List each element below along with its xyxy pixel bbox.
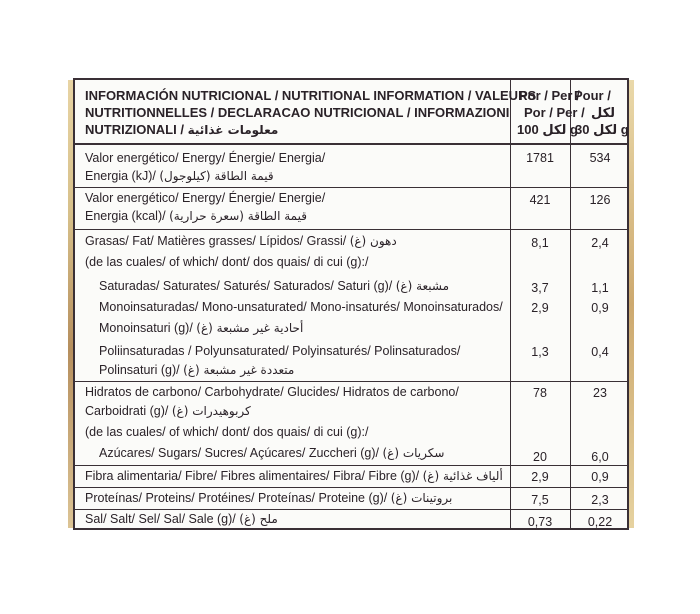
energy-kj-line2: Energia (kJ)/ قيمة الطاقة (كيلوجول)	[85, 169, 274, 183]
mono-line2: Monoinsaturi (g)/ (غ) أحادية غير مشبعة	[99, 321, 304, 335]
divider-kcal	[75, 229, 627, 230]
header-col2-line2: لكل	[591, 105, 616, 120]
fat-per100: 8,1	[531, 236, 549, 250]
poly-line2: Polinsaturi (g)/ (غ) متعددة غير مشبعة	[99, 363, 295, 377]
salt-per100: 0,73	[527, 515, 553, 529]
divider-fibre	[75, 487, 627, 488]
carbs-line2: Carboidrati (g)/ (غ) كربوهيدرات	[85, 404, 251, 418]
header-col1-line1: Por / Per /	[519, 88, 580, 103]
mono-line1: Monoinsaturadas/ Mono-unsaturated/ Mono-insaturés/ Monoinsaturados/	[99, 300, 503, 314]
header-title-line1: INFORMACIÓN NUTRICIONAL / NUTRITIONAL INFORMATION / VALEURS	[85, 88, 537, 103]
sugars-per30: 6,0	[591, 450, 609, 464]
header-divider	[75, 143, 627, 145]
protein-per100: 7,5	[531, 493, 549, 507]
mono-per100: 2,9	[531, 301, 549, 315]
mono-per30: 0,9	[591, 301, 609, 315]
saturated-line: Saturadas/ Saturates/ Saturés/ Saturados/ Saturi (g)/ (غ) مشبعة	[99, 279, 450, 293]
header-col1-unit: لكل 100 g	[517, 122, 578, 137]
energy-kcal-line2: Energia (kcal)/ قيمة الطاقة (سعرة حرارية)	[85, 209, 307, 223]
divider-protein	[75, 509, 627, 510]
package-edge-left	[68, 80, 73, 528]
carbs-per100: 78	[533, 386, 547, 400]
saturated-per30: 1,1	[591, 281, 609, 295]
header-col1-line2: Por / Per /	[524, 105, 585, 120]
sugars-line: Azúcares/ Sugars/ Sucres/ Açúcares/ Zuccheri (g)/ (غ) سكريات	[99, 446, 445, 460]
energy-kj-per100: 1781	[526, 151, 554, 165]
protein-line: Proteínas/ Proteins/ Protéines/ Proteínas/ Proteine (g)/ (غ) بروتينات	[85, 491, 453, 505]
divider-fat	[75, 381, 627, 382]
divider-carbs	[75, 465, 627, 466]
fibre-per100: 2,9	[531, 470, 549, 484]
protein-per30: 2,3	[591, 493, 609, 507]
energy-kj-per30: 534	[589, 151, 611, 165]
salt-line: Sal/ Salt/ Sel/ Sal/ Sale (g)/ (غ) ملح	[85, 512, 278, 526]
carbs-line1: Hidratos de carbono/ Carbohydrate/ Glucides/ Hidratos de carbono/	[85, 385, 459, 399]
fibre-line: Fibra alimentaria/ Fibre/ Fibres alimentaires/ Fibra/ Fibre (g)/ (غ) ألياف غذائية	[85, 469, 503, 483]
header-col2-line1: Pour /	[574, 88, 611, 103]
header-title-line2: NUTRITIONNELLES / DECLARACAO NUTRICIONAL / INFORMAZIONI	[85, 105, 510, 120]
fibre-per30: 0,9	[591, 470, 609, 484]
fat-of-which: (de las cuales/ of which/ dont/ dos quais/ di cui (g):/	[85, 255, 369, 269]
fat-per30: 2,4	[591, 236, 609, 250]
fat-line1: Grasas/ Fat/ Matières grasses/ Lípidos/ Grassi/ (غ) دهون	[85, 234, 397, 248]
energy-kcal-per30: 126	[589, 193, 611, 207]
carbs-of-which: (de las cuales/ of which/ dont/ dos quais/ di cui (g):/	[85, 425, 369, 439]
energy-kcal-line1: Valor energético/ Energy/ Énergie/ Energie/	[85, 191, 326, 205]
header-col2-unit: لكل 30 g	[575, 122, 629, 137]
salt-per30: 0,22	[587, 515, 613, 529]
sugars-per100: 20	[533, 450, 547, 464]
carbs-per30: 23	[593, 386, 607, 400]
poly-per100: 1,3	[531, 345, 549, 359]
poly-per30: 0,4	[591, 345, 609, 359]
divider-energy	[75, 187, 627, 188]
nutrition-label	[73, 78, 629, 530]
saturated-per100: 3,7	[531, 281, 549, 295]
header-title-line3: NUTRIZIONALI / معلومات غذائية	[85, 122, 279, 137]
energy-kcal-per100: 421	[529, 193, 551, 207]
poly-line1: Poliinsaturadas / Polyunsaturated/ Polyinsaturés/ Polinsaturados/	[99, 344, 461, 358]
energy-kj-line1: Valor energético/ Energy/ Énergie/ Energia/	[85, 151, 326, 165]
